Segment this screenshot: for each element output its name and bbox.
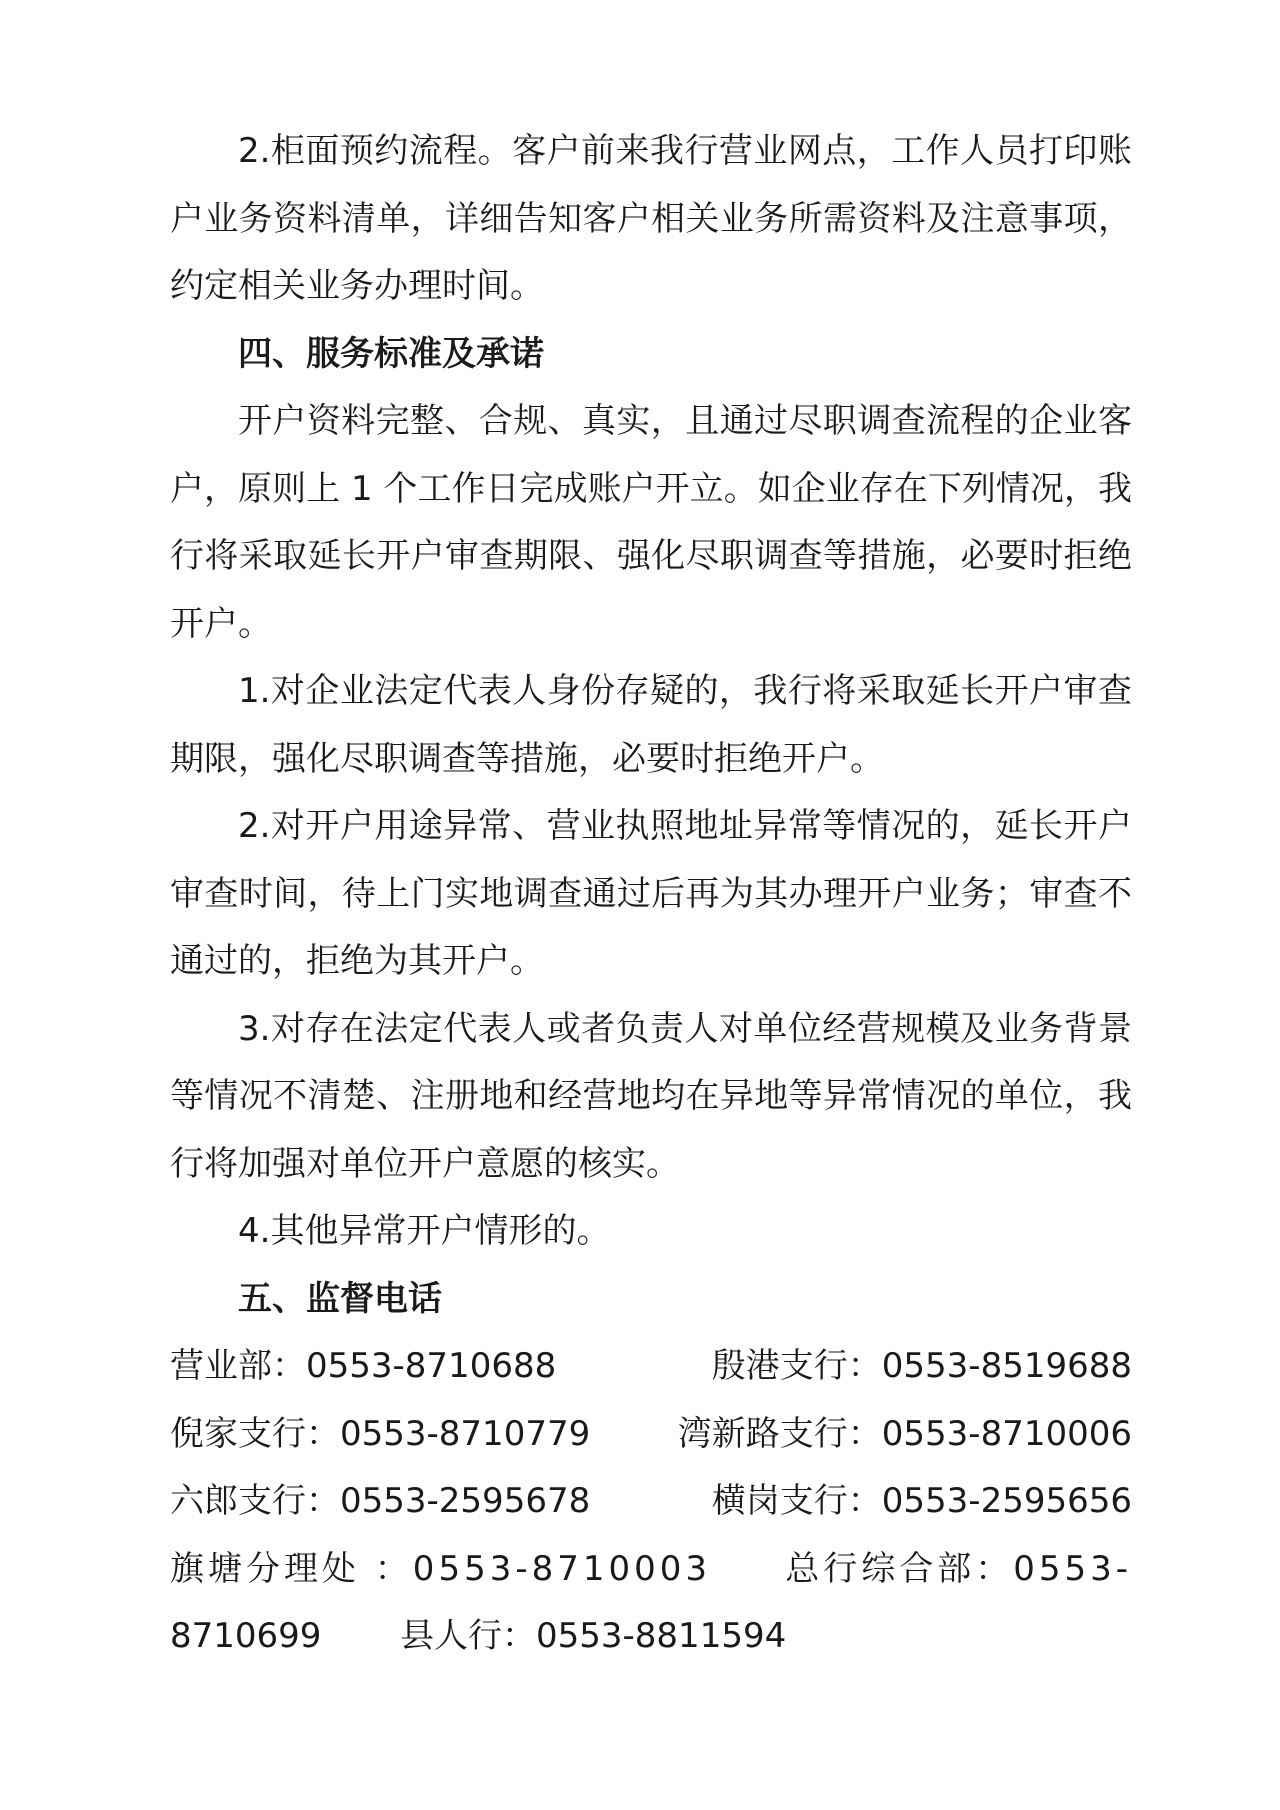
phone-row (170, 1333, 1132, 1401)
phone-entry-head-office-dept-continued: 8710699 (170, 1616, 322, 1656)
phone-row (170, 1468, 1132, 1536)
phone-entry-business-dept: 营业部：0553-8710688 (170, 1346, 557, 1386)
phone-entry-nijia-branch: 倪家支行：0553-8710779 (170, 1413, 591, 1454)
phone-entry-head-office-dept: 总行综合部：0553- (785, 1548, 1132, 1589)
paragraph-item-2: 2.对开户用途异常、营业执照地址异常等情况的，延长开户审查时间，待上门实地调查通过后再为其办理开户业务；审查不通过的，拒绝为其开户。 (170, 806, 1132, 981)
phone-row (170, 1536, 1132, 1604)
phone-row (170, 1401, 1132, 1469)
phone-entry-wanxinlu-branch: 湾新路支行：0553-8710006 (677, 1413, 1132, 1454)
phone-entry-liulang-branch: 六郎支行：0553-2595678 (170, 1481, 591, 1521)
paragraph-item-3: 3.对存在法定代表人或者负责人对单位经营规模及业务背景等情况不清楚、注册地和经营地均在异地等异常情况的单位，我行将加强对单位开户意愿的核实。 (170, 1008, 1132, 1184)
paragraph-service-commitment: 开户资料完整、合规、真实，且通过尽职调查流程的企业客户，原则上 1 个工作日完成账户开立。如企业存在下列情况，我行将采取延长开户审查期限、强化尽职调查等措施，必要时拒绝开户。 (170, 401, 1132, 644)
phone-entry-yingang-branch: 殷港支行：0553-8519688 (711, 1346, 1132, 1386)
paragraph-item-4: 4.其他异常开户情形的。 (238, 1211, 611, 1251)
paragraph-item-1: 1.对企业法定代表人身份存疑的，我行将采取延长开户审查期限，强化尽职调查等措施，必要时拒绝开户。 (170, 671, 1132, 779)
phone-row (170, 1603, 1132, 1671)
phone-entry-henggang-branch: 横岗支行：0553-2595656 (711, 1481, 1132, 1521)
phone-entry-county-pboc: 县人行：0553-8811594 (400, 1616, 787, 1656)
section-heading-service-standards: 四、服务标准及承诺 (238, 333, 544, 374)
section-heading-supervision-phones: 五、监督电话 (238, 1278, 442, 1319)
phone-entry-qitang-office: 旗塘分理处 ：0553-8710003 (170, 1548, 712, 1589)
document-body (170, 118, 1132, 1671)
paragraph-counter-appointment: 2.柜面预约流程。客户前来我行营业网点，工作人员打印账户业务资料清单，详细告知客户相关业务所需资料及注意事项，约定相关业务办理时间。 (170, 131, 1132, 306)
